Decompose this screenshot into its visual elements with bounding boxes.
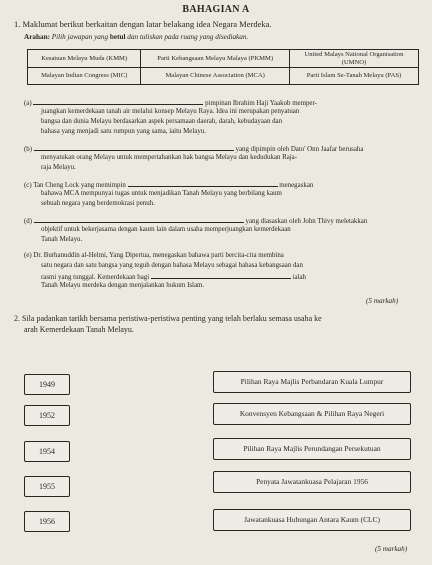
option-cell: Parti Kebangsaan Melayu Malaya (PKMM) — [141, 50, 290, 68]
item-d-label: (d) — [24, 218, 33, 225]
answer-blank-e[interactable] — [151, 272, 291, 279]
option-cell: United Malays National Organisation (UMNO) — [289, 50, 418, 68]
question-1-marks: (5 markah) — [366, 297, 399, 305]
instruction-label: Arahan: — [24, 33, 50, 41]
year-box[interactable]: 1954 — [24, 441, 70, 462]
item-e-line-2: satu negara dan satu bangsa yang teguh dengan bahasa Melayu sebagai bahasa kebangsaan dan — [41, 262, 303, 269]
item-a-line-3: bangsa dan dunia Melayu berdasarkan aspek persamaan daerah, darah, kebudayaan dan — [41, 118, 283, 125]
item-b-line-3: raja Melayu. — [41, 164, 76, 171]
instruction-text: Pilih jawapan yang — [51, 33, 109, 41]
option-cell: Malayan Indian Congress (MIC) — [28, 68, 141, 85]
item-a-line-4: bahasa yang menjadi satu rumpun yang sama, iaitu Melayu. — [41, 128, 206, 135]
question-2-number: 2. — [14, 314, 20, 323]
event-box[interactable]: Pilihan Raya Majlis Perbandaran Kuala Lumpur — [213, 371, 411, 393]
event-box[interactable]: Pilihan Raya Majlis Perundangan Persekutuan — [213, 438, 411, 460]
option-cell: Parti Islam Se-Tanah Melayu (PAS) — [289, 68, 418, 85]
answer-blank-b[interactable] — [34, 144, 234, 151]
item-c-line-2: bahawa MCA mempunyai tugas untuk menjadikan Tanah Melayu yang berbilang kaum — [41, 190, 282, 197]
answer-blank-d[interactable] — [34, 216, 244, 223]
option-cell: Malayan Chinese Association (MCA) — [141, 68, 290, 85]
section-title: BAHAGIAN A — [182, 4, 250, 15]
event-box[interactable]: Penyata Jawatankuasa Pelajaran 1956 — [213, 471, 411, 493]
question-2-marks: (5 markah) — [375, 545, 408, 553]
party-options-table — [27, 49, 419, 85]
question-1-text: Maklumat berikut berkaitan dengan latar belakang idea Negara Merdeka. — [22, 19, 272, 29]
instruction — [24, 33, 248, 41]
item-c-line-3: sebuah negara yang berdemokrasi penuh. — [41, 200, 155, 207]
year-box[interactable]: 1949 — [24, 374, 70, 395]
item-d-line-2: objektif untuk bekerjasama dengan kaum lain dalam usaha memperjuangkan kemerdekaan — [41, 226, 291, 233]
item-a-label: (a) — [24, 100, 32, 107]
options-row — [28, 68, 419, 85]
item-e-line-3: rasmi yang tunggal. Kemerdekaan bagi ialah — [41, 274, 306, 281]
year-box[interactable]: 1955 — [24, 476, 70, 497]
item-b-label: (b) — [24, 146, 33, 153]
instruction-tail: dan tuliskan pada ruang yang disediakan. — [127, 33, 249, 41]
question-1-number: 1. — [14, 19, 21, 29]
item-e-line-4: Tanah Melayu merdeka dengan menjalankan hukum Islam. — [41, 282, 205, 289]
item-e-line-1: (e) Dr. Burhanuddin al-Helmi, Yang Dipertua, menegaskan bahawa parti bercita-cita membina — [24, 252, 284, 259]
item-c-line-1: (c) Tan Cheng Lock yang memimpin menegaskan — [24, 182, 314, 189]
item-b-line-1: (b) yang dipimpin oleh Dato' Onn Jaafar berusaha — [24, 146, 364, 153]
question-2-stem-1: 2. Sila padankan tarikh bersama peristiwa-peristiwa penting yang telah berlaku semasa usaha ke — [14, 314, 322, 323]
event-box[interactable]: Jawatankuasa Hubungan Antara Kaum (CLC) — [213, 509, 411, 531]
instruction-bold: betul — [109, 33, 126, 41]
answer-blank-c[interactable] — [128, 180, 278, 187]
item-a-line-1: (a) pimpinan Ibrahim Haji Yaakob memper- — [24, 100, 317, 107]
event-box[interactable]: Konvensyen Kebangsaan & Pilihan Raya Negeri — [213, 403, 411, 425]
question-2-stem-2: arah Kemerdekaan Tanah Melayu. — [24, 325, 134, 334]
item-a-line-2: juangkan kemerdekaan tanah air melalui konsep Melayu Raya. Idea ini merupakan penyatuan — [41, 108, 300, 115]
year-box[interactable]: 1952 — [24, 405, 70, 426]
item-d-line-3: Tanah Melayu. — [41, 236, 83, 243]
answer-blank-a[interactable] — [33, 98, 203, 105]
item-e-label: (e) — [24, 252, 32, 259]
year-box[interactable]: 1956 — [24, 511, 70, 532]
item-d-line-1: (d) yang diasaskan oleh John Thivy meletakkan — [24, 218, 368, 225]
options-row — [28, 50, 419, 68]
item-c-label: (c) — [24, 182, 32, 189]
question-1-stem — [14, 19, 272, 29]
option-cell: Kesatuan Melayu Muda (KMM) — [28, 50, 141, 68]
item-b-line-2: menyatukan orang Melayu untuk mempertahankan hak bangsa Melayu dan kedudukan Raja- — [41, 154, 298, 161]
